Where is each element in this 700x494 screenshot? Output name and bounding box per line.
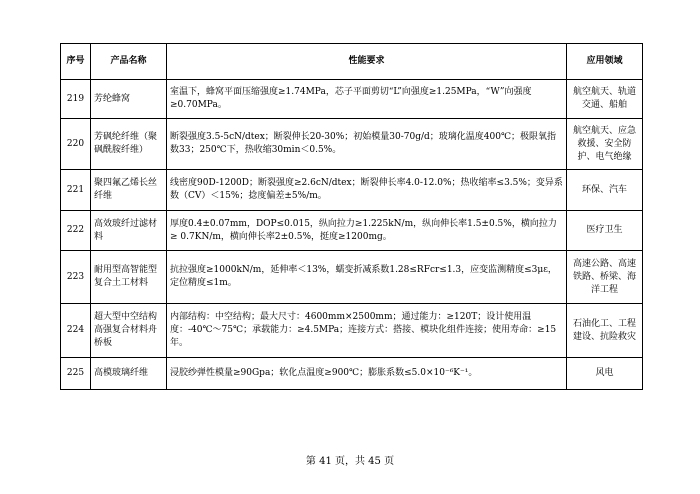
row-name: 聚四氟乙烯长丝纤维 [91,170,167,211]
row-name: 耐用型高智能型复合土工材料 [91,251,167,304]
row-application: 航空航天、轨道交通、船舶 [567,80,643,119]
row-application: 高速公路、高速铁路、桥梁、海洋工程 [567,251,643,304]
row-num: 221 [61,170,91,211]
row-requirements: 断裂强度3.5-5cN/dtex；断裂伸长20-30%；初始模量30-70g/d；玻璃化温度400℃；极限氧指数33；250℃下，热收缩30min＜0.5%。 [167,119,567,170]
row-application: 环保、汽车 [567,170,643,211]
table-row [61,80,643,119]
table-header-row [61,44,643,80]
table-row [61,211,643,251]
table-row [61,119,643,170]
row-requirements: 浸胶纱弹性模量≥90Gpa；软化点温度≥900℃；膨胀系数≤5.0×10⁻⁶K⁻¹。 [167,358,567,390]
row-application: 航空航天、应急救援、安全防护、电气绝缘 [567,119,643,170]
table-row [61,170,643,211]
row-name: 芳砜纶纤维（聚砜酰胺纤维） [91,119,167,170]
row-name: 芳纶蜂窝 [91,80,167,119]
row-application: 医疗卫生 [567,211,643,251]
row-num: 220 [61,119,91,170]
row-num: 225 [61,358,91,390]
header-requirements: 性能要求 [167,44,567,80]
row-num: 224 [61,304,91,358]
row-requirements: 线密度90D-1200D；断裂强度≥2.6cN/dtex；断裂伸长率4.0-12.0%；热收缩率≤3.5%；变异系数（CV）＜15%；捻度偏差±5%/m。 [167,170,567,211]
row-application: 石油化工、工程建设、抗险救灾 [567,304,643,358]
row-num: 222 [61,211,91,251]
header-name: 产品名称 [91,44,167,80]
row-requirements: 抗拉强度≥1000kN/m，延伸率＜13%，蠕变折减系数1.28≤RFcr≤1.3，应变监测精度≤3με，定位精度≤1m。 [167,251,567,304]
row-name: 高模玻璃纤维 [91,358,167,390]
page-footer: 第 41 页，共 45 页 [305,456,395,467]
row-num: 219 [61,80,91,119]
row-requirements: 室温下，蜂窝平面压缩强度≥1.74MPa，芯子平面剪切“L”向强度≥1.25MPa，“W”向强度≥0.70MPa。 [167,80,567,119]
row-application: 风电 [567,358,643,390]
row-name: 高效玻纤过滤材料 [91,211,167,251]
header-application: 应用领域 [567,44,643,80]
table-row [61,304,643,358]
table-row [61,358,643,390]
header-num: 序号 [61,44,91,80]
row-requirements: 内部结构：中空结构；最大尺寸：4600mm×2500mm；通过能力：≥120T；设计使用温度：-40℃～75℃；承载能力：≥4.5MPa；连接方式：搭接、模块化组件连接；使用寿命：≥15年。 [167,304,567,358]
row-num: 223 [61,251,91,304]
table-row [61,251,643,304]
row-name: 超大型中空结构高强复合材料舟桥板 [91,304,167,358]
row-requirements: 厚度0.4±0.07mm，DOP≤0.015，纵向拉力≥1.225kN/m，纵向伸长率1.5±0.5%，横向拉力≥ 0.7KN/m，横向伸长率2±0.5%，挺度≥1200mg。 [167,211,567,251]
product-table [60,43,643,390]
